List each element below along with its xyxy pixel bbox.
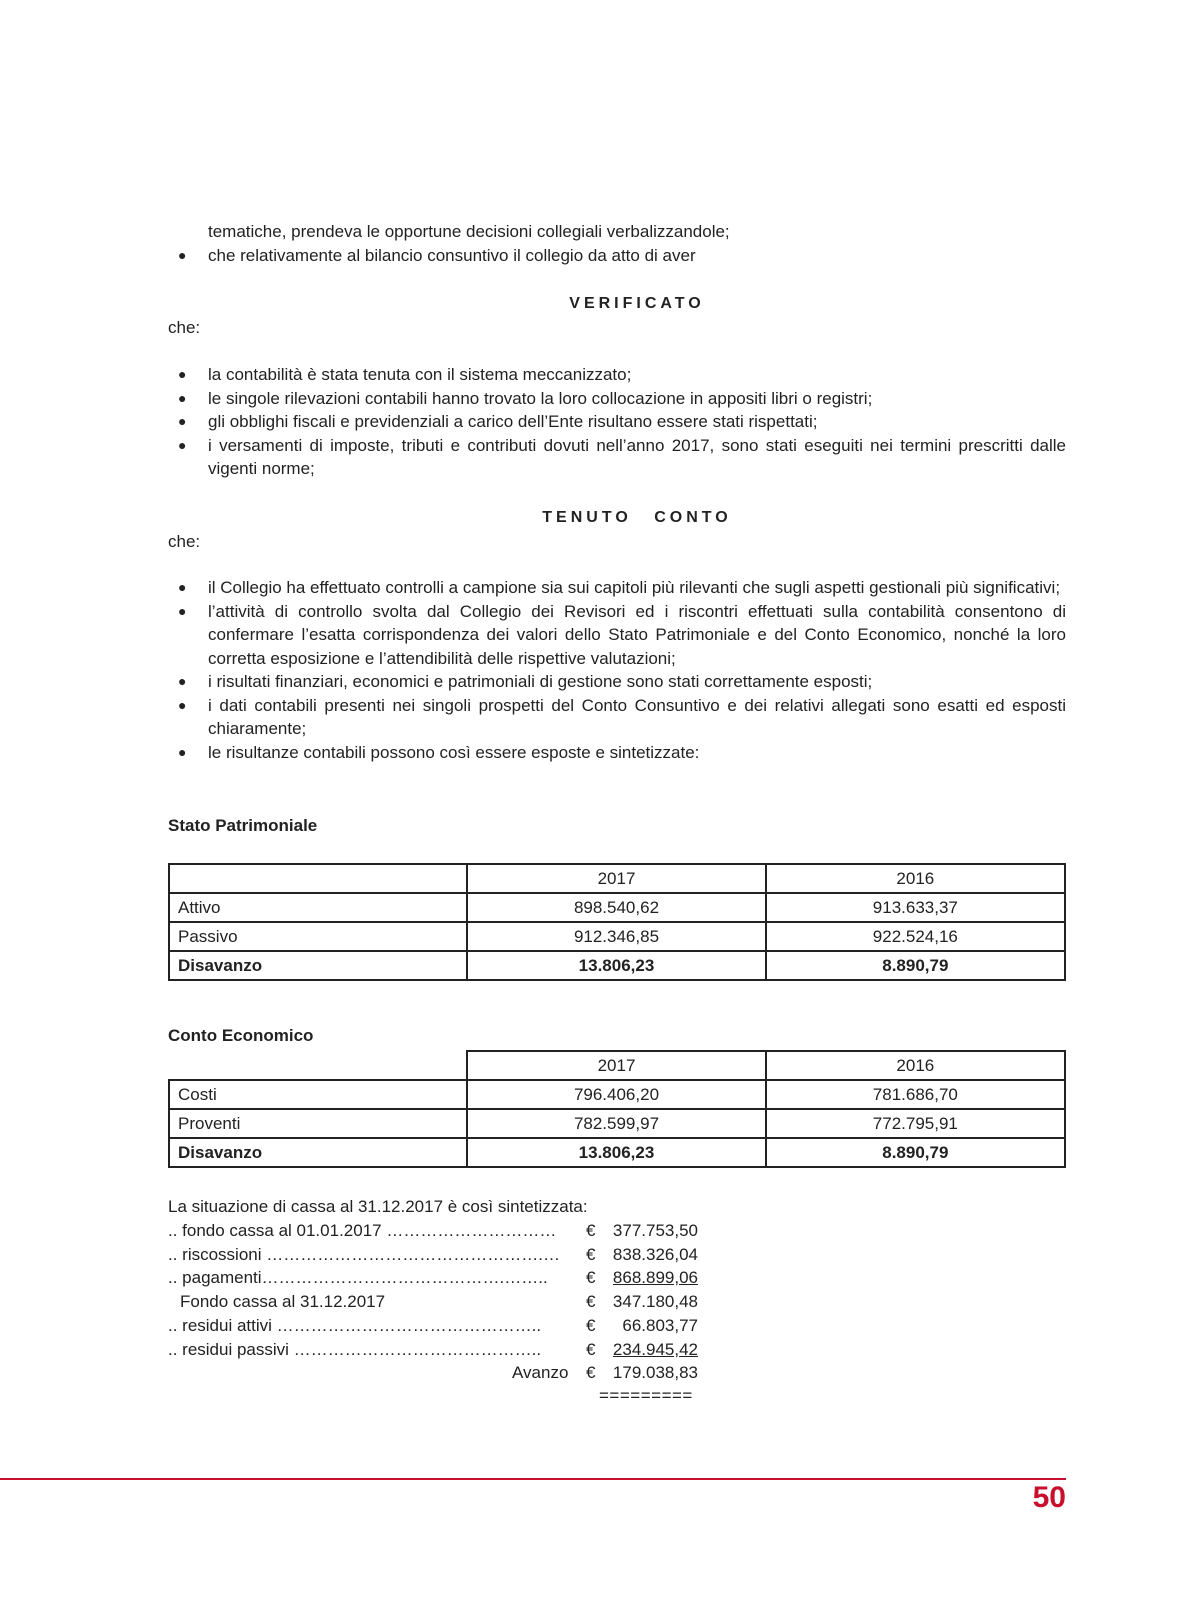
bullet-icon: ● bbox=[178, 389, 187, 406]
table-cell: Passivo bbox=[169, 922, 467, 951]
table-title-stato-patrimoniale: Stato Patrimoniale bbox=[168, 816, 318, 835]
footer-rule bbox=[0, 1478, 1066, 1480]
cash-line-value: 868.899,06 bbox=[612, 1268, 698, 1287]
table-total-row bbox=[169, 951, 1065, 980]
table-cell: Proventi bbox=[169, 1109, 467, 1138]
currency-symbol: € bbox=[586, 1316, 596, 1335]
table-cell: 8.890,79 bbox=[766, 1138, 1065, 1167]
cash-line-label: .. fondo cassa al 01.01.2017 ………………………… bbox=[168, 1221, 557, 1240]
list-item-text: i versamenti di imposte, tributi e contributi dovuti nell’anno 2017, sono stati eseguiti nei termini prescritti dalle vigenti norme; bbox=[208, 435, 1066, 478]
currency-symbol: € bbox=[586, 1363, 596, 1382]
table-cell: Costi bbox=[169, 1080, 467, 1109]
table-total-row bbox=[169, 1138, 1065, 1167]
che-label: che: bbox=[168, 318, 201, 337]
bullet-icon: ● bbox=[178, 579, 187, 595]
table-cell: 796.406,20 bbox=[467, 1080, 765, 1109]
list-item-text: che relativamente al bilancio consuntivo il collegio da atto di aver bbox=[208, 245, 696, 265]
cash-line-value: 66.803,77 bbox=[622, 1316, 698, 1335]
section-heading-tenuto-conto: TENUTO CONTO bbox=[542, 509, 732, 526]
avanzo-value: 179.038,83 bbox=[612, 1363, 698, 1382]
bullet-icon: ● bbox=[178, 602, 187, 619]
che-label: che: bbox=[168, 532, 201, 551]
list-item-text: gli obblighi fiscali e previdenziali a carico dell’Ente risultano essere stati rispettati; bbox=[208, 412, 818, 431]
list-item bbox=[168, 694, 1066, 741]
avanzo-label: Avanzo bbox=[512, 1363, 569, 1382]
list-item-text: l’attività di controllo svolta dal Collegio dei Revisori ed i riscontri effettuati sulla contabilità consentono di confermare l’esatta corrispondenza dei valori dello Stato Patrimoniale e del Conto Economico, nonché la loro corretta esposizione e l’attendibilità delle rispettive valutazioni; bbox=[208, 601, 1066, 668]
currency-symbol: € bbox=[586, 1245, 596, 1264]
conto-economico-table bbox=[168, 1050, 1066, 1168]
cash-summary-intro: La situazione di cassa al 31.12.2017 è così sintetizzata: bbox=[168, 1197, 588, 1216]
bullet-icon: ● bbox=[178, 436, 187, 453]
bullet-icon: ● bbox=[178, 696, 187, 713]
cash-line-label: Fondo cassa al 31.12.2017 bbox=[180, 1292, 386, 1311]
list-item bbox=[168, 670, 1066, 694]
table-cell: 913.633,37 bbox=[766, 893, 1065, 922]
table-cell: 781.686,70 bbox=[766, 1080, 1065, 1109]
table-row bbox=[169, 1109, 1065, 1138]
currency-symbol: € bbox=[586, 1268, 596, 1287]
list-item bbox=[168, 410, 1066, 434]
table-header-row bbox=[169, 1051, 1065, 1080]
table-cell bbox=[169, 864, 467, 893]
list-item bbox=[168, 576, 1066, 600]
table-cell bbox=[169, 1051, 467, 1080]
verificato-list bbox=[168, 363, 1066, 481]
list-item-text: il Collegio ha effettuato controlli a campione sia sui capitoli più rilevanti che sugli aspetti gestionali più significativi; bbox=[208, 578, 1061, 597]
table-cell: 2017 bbox=[467, 864, 765, 893]
table-cell: Disavanzo bbox=[169, 951, 467, 980]
list-item bbox=[168, 434, 1066, 481]
list-item bbox=[168, 741, 1066, 765]
bullet-icon: ● bbox=[178, 366, 187, 382]
table-cell: Attivo bbox=[169, 893, 467, 922]
list-item bbox=[168, 363, 1066, 387]
table-cell: 898.540,62 bbox=[467, 893, 765, 922]
table-cell: 8.890,79 bbox=[766, 951, 1065, 980]
table-cell: 772.795,91 bbox=[766, 1109, 1065, 1138]
table-cell: Disavanzo bbox=[169, 1138, 467, 1167]
list-item-text: la contabilità è stata tenuta con il sistema meccanizzato; bbox=[208, 365, 632, 384]
bullet-icon: ● bbox=[178, 413, 187, 429]
section-heading-verificato: VERIFICATO bbox=[569, 295, 705, 312]
table-cell: 2016 bbox=[766, 1051, 1065, 1080]
bullet-icon: ● bbox=[178, 673, 187, 689]
stato-patrimoniale-table bbox=[168, 863, 1066, 981]
bullet-icon: ● bbox=[178, 246, 187, 263]
currency-symbol: € bbox=[586, 1340, 596, 1359]
list-item-text: i risultati finanziari, economici e patrimoniali di gestione sono stati correttamente esposti; bbox=[208, 672, 873, 691]
table-cell: 13.806,23 bbox=[467, 951, 765, 980]
cash-line-label: .. riscossioni ………………………………………….… bbox=[168, 1245, 560, 1264]
page-number: 50 bbox=[1032, 1481, 1066, 1514]
list-item-text: le risultanze contabili possono così essere esposte e sintetizzate: bbox=[208, 742, 700, 762]
table-cell: 13.806,23 bbox=[467, 1138, 765, 1167]
cash-line-value: 377.753,50 bbox=[612, 1221, 698, 1240]
list-item bbox=[168, 600, 1066, 671]
table-cell: 922.524,16 bbox=[766, 922, 1065, 951]
list-item-text: le singole rilevazioni contabili hanno trovato la loro collocazione in appositi libri o registri; bbox=[208, 388, 873, 408]
currency-symbol: € bbox=[586, 1221, 596, 1240]
cash-line-label: .. residui passivi …………………………………….. bbox=[168, 1340, 542, 1359]
table-row bbox=[169, 1080, 1065, 1109]
table-header-row bbox=[169, 864, 1065, 893]
table-row bbox=[169, 922, 1065, 951]
double-rule: ========= bbox=[599, 1386, 693, 1405]
cash-line-label: .. pagamenti…………………………………….…….. bbox=[168, 1268, 548, 1287]
table-cell: 2017 bbox=[467, 1051, 765, 1080]
cash-line-value: 347.180,48 bbox=[612, 1292, 698, 1311]
table-cell: 2016 bbox=[766, 864, 1065, 893]
table-cell: 912.346,85 bbox=[467, 922, 765, 951]
list-item bbox=[168, 387, 1066, 411]
list-item bbox=[168, 244, 1066, 268]
currency-symbol: € bbox=[586, 1292, 596, 1311]
intro-block bbox=[168, 220, 1066, 267]
table-title-conto-economico: Conto Economico bbox=[168, 1026, 314, 1045]
cash-line-value: 838.326,04 bbox=[612, 1245, 698, 1264]
intro-continuation: tematiche, prendeva le opportune decisioni collegiali verbalizzandole; bbox=[208, 222, 730, 241]
bullet-icon: ● bbox=[178, 743, 187, 760]
cash-line-label: .. residui attivi ……………………………………….. bbox=[168, 1316, 542, 1335]
tenuto-conto-list bbox=[168, 576, 1066, 764]
table-cell: 782.599,97 bbox=[467, 1109, 765, 1138]
table-row bbox=[169, 893, 1065, 922]
list-item-text: i dati contabili presenti nei singoli prospetti del Conto Consuntivo e dei relativi allegati sono esatti ed esposti chiaramente; bbox=[208, 695, 1066, 738]
cash-line-value: 234.945,42 bbox=[612, 1340, 698, 1359]
